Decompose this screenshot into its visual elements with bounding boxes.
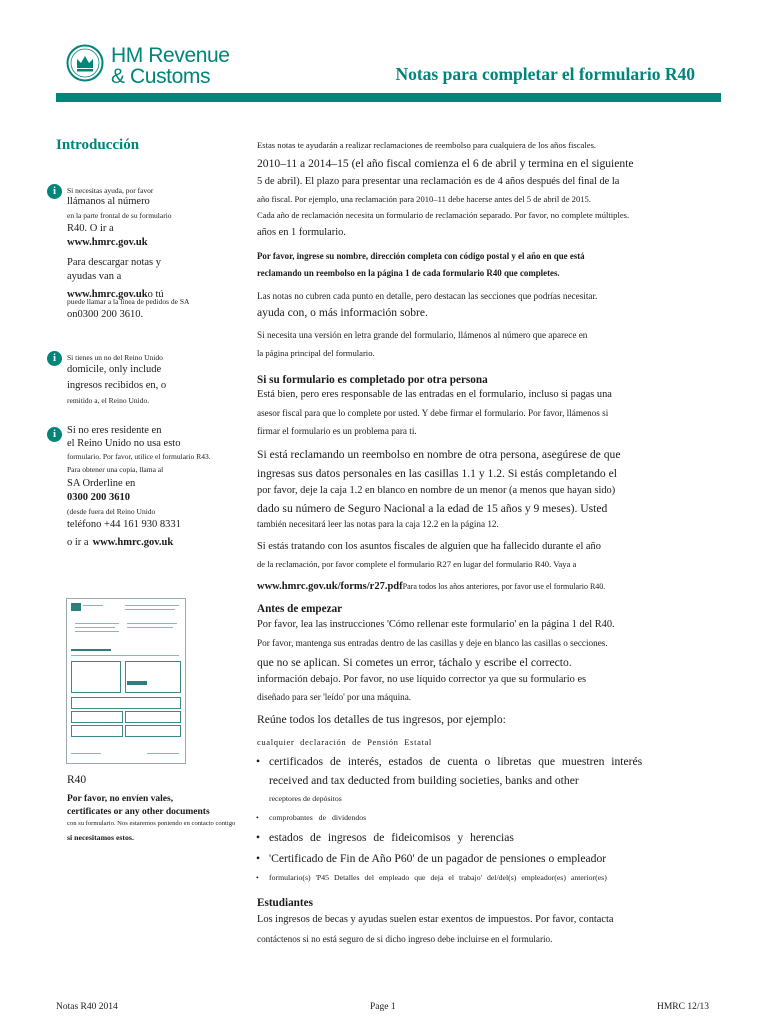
other-line: de la reclamación, por favor complete el formulario R27 en lugar del formulario R40. Vaya a: [257, 559, 577, 569]
non-resident-line: o ir a: [67, 537, 89, 548]
help-line: ayudas van a: [67, 271, 122, 282]
thumbnail-caption: R40: [67, 774, 87, 786]
page-number: Page 1: [370, 1002, 396, 1012]
other-line: también necesitará leer las notas para la caja 12.2 en la página 12.: [257, 519, 499, 529]
non-resident-line: SA Orderline en: [67, 478, 136, 489]
thumb-note-line: certificates or any other documents: [67, 807, 210, 817]
other-line: Está bien, pero eres responsable de las entradas en el formulario, incluso si pagas una: [257, 389, 612, 400]
other-line: Si está reclamando un reembolso en nombre de otra persona, asegúrese de que: [257, 448, 621, 461]
royal-crest-icon: [66, 44, 104, 82]
before-line: Por favor, lea las instrucciones 'Cómo rellenar este formulario' en la página 1 del R40.: [257, 619, 615, 630]
section-heading: Si su formulario es completado por otra persona: [257, 374, 488, 386]
intro-line: 2010–11 a 2014–15 (el año fiscal comienza el 6 de abril y termina en el siguiente: [257, 157, 634, 170]
intro-line: Cada año de reclamación necesita un formulario de reclamación separado. Por favor, no complete múltiples.: [257, 210, 630, 220]
info-icon: i: [47, 184, 62, 199]
intro-line: años en 1 formulario.: [257, 227, 346, 238]
domicile-line: domicile, only include: [67, 364, 162, 375]
r40-form-thumbnail: [66, 598, 186, 764]
para-line: la página principal del formulario.: [257, 348, 375, 358]
r27-line: [257, 576, 605, 594]
intro-line: año fiscal. Por ejemplo, una reclamación para 2010–11 debe hacerse antes del 5 de abril de 2015.: [257, 194, 591, 204]
other-line: Si estás tratando con los asuntos fiscales de alguien que ha fallecido durante el año: [257, 541, 601, 552]
bold-note-line: reclamando un reembolso en la página 1 de cada formulario R40 que completes.: [257, 268, 560, 278]
bullet-item: • comprobantes de dividendos: [257, 813, 366, 822]
r27-note: Para todos los años anteriores, por favor use el formulario R40.: [402, 582, 606, 591]
before-line: información debajo. Por favor, no use líquido corrector ya que su formulario es: [257, 674, 587, 685]
logo-line-1: HM Revenue: [111, 44, 230, 67]
document-title: Notas para completar el formulario R40: [395, 64, 695, 84]
intro-line: Estas notas te ayudarán a realizar reclamaciones de reembolso para cualquiera de los años fiscales.: [257, 140, 597, 150]
gather-sub: cualquier declaración de Pensión Estatal: [257, 737, 432, 747]
students-line: contáctenos si no está seguro de si dicho ingreso debe incluirse en el formulario.: [257, 934, 553, 944]
thumb-note-line: con su formulario. Nos estaremos poniendo en contacto contigo: [67, 820, 236, 827]
other-line: por favor, deje la caja 1.2 en blanco en nombre de un menor (a menos que hayan sido): [257, 485, 616, 496]
header-band: [56, 93, 721, 102]
para-line: ayuda con, o más información sobre.: [257, 306, 428, 319]
section-heading: Antes de empezar: [257, 603, 343, 615]
orderline-phone: 0300 200 3610: [67, 492, 130, 503]
hmrc-link[interactable]: www.hmrc.gov.uk: [67, 237, 148, 248]
help-line: Si necesitas ayuda, por favor: [67, 186, 154, 195]
thumb-note-line: Por favor, no envíen vales,: [67, 794, 174, 804]
thumb-note-line: si necesitamos estos.: [67, 833, 134, 842]
non-resident-line: Para obtener una copia, llama al: [67, 465, 164, 474]
help-line: en la parte frontal de su formulario: [67, 211, 172, 220]
para-line: Si necesita una versión en letra grande del formulario, llámenos al número que aparece en: [257, 330, 588, 340]
info-icon: i: [47, 351, 62, 366]
non-resident-line: (desde fuera del Reino Unido: [67, 507, 156, 516]
help-line: Para descargar notas y: [67, 257, 161, 268]
intro-line: 5 de abril). El plazo para presentar una reclamación es de 4 años después del final de la: [257, 176, 620, 187]
before-line: diseñado para ser 'leído' por una máquina.: [257, 692, 412, 702]
bold-note-line: Por favor, ingrese su nombre, dirección completa con código postal y el año en que está: [257, 251, 585, 261]
students-line: Los ingresos de becas y ayudas suelen estar exentos de impuestos. Por favor, contacta: [257, 914, 614, 925]
domicile-line: Si tienes un no del Reino Unido: [67, 353, 163, 362]
help-line: o tú: [147, 289, 164, 300]
help-line: llámanos al número: [67, 196, 150, 207]
bullet-item: received and tax deducted from building societies, banks and other: [269, 774, 579, 787]
other-line: asesor fiscal para que lo complete por usted. Y debe firmar el formulario. Por favor, llámenos si: [257, 408, 609, 418]
non-resident-line: formulario. Por favor, utilice el formulario R43.: [67, 452, 211, 461]
info-icon: i: [47, 427, 62, 442]
logo-line-2: & Customs: [111, 65, 211, 88]
non-resident-line: Si no eres residente en: [67, 425, 162, 436]
hmrc-logo: [66, 44, 256, 90]
before-line: Por favor, mantenga sus entradas dentro de las casillas y deje en blanco las casillas o secciones.: [257, 638, 608, 648]
para-line: Las notas no cubren cada punto en detalle, pero destacan las secciones que podrías necesitar.: [257, 291, 598, 301]
footer-right: HMRC 12/13: [657, 1002, 709, 1012]
other-line: firmar el formulario es un problema para ti.: [257, 426, 417, 436]
before-line: que no se aplican. Si cometes un error, táchalo y escribe el correcto.: [257, 656, 572, 669]
hmrc-link[interactable]: www.hmrc.gov.uk: [67, 289, 148, 300]
non-resident-line: el Reino Unido no usa esto: [67, 438, 181, 449]
other-line: ingresas sus datos personales en las casillas 1.1 y 1.2. Si estás completando el: [257, 467, 617, 480]
r27-link[interactable]: www.hmrc.gov.uk/forms/r27.pdf: [257, 581, 403, 592]
bullet-item: • certificados de interés, estados de cuenta o libretas que muestren interés: [257, 755, 642, 768]
hmrc-link[interactable]: www.hmrc.gov.uk: [92, 537, 174, 548]
help-line: puede llamar a la línea de pedidos de SA: [67, 297, 190, 306]
intl-phone: teléfono +44 161 930 8331: [67, 519, 181, 530]
bullet-item: • estados de ingresos de fideicomisos y herencias: [257, 831, 514, 844]
bullet-item: • formulario(s) 'P45 Detalles del empleado que deja el trabajo' del/del(s) empleador(es) anterior(es): [257, 873, 607, 882]
other-line: dado su número de Seguro Nacional a la edad de 15 años y 9 meses). Usted: [257, 502, 608, 515]
bullet-item: • 'Certificado de Fin de Año P60' de un pagador de pensiones o empleador: [257, 852, 606, 865]
phone-line: on0300 200 3610.: [67, 309, 144, 320]
bullet-item: receptores de depósitos: [269, 794, 342, 803]
domicile-line: ingresos recibidos en, o: [67, 380, 167, 391]
help-line: R40. O ir a: [67, 223, 114, 234]
section-heading: Estudiantes: [257, 897, 313, 909]
domicile-line: remitido a, el Reino Unido.: [67, 396, 150, 405]
footer-left: Notas R40 2014: [56, 1002, 118, 1012]
intro-heading: Introducción: [56, 137, 140, 153]
gather-line: Reúne todos los detalles de tus ingresos, por ejemplo:: [257, 713, 506, 726]
